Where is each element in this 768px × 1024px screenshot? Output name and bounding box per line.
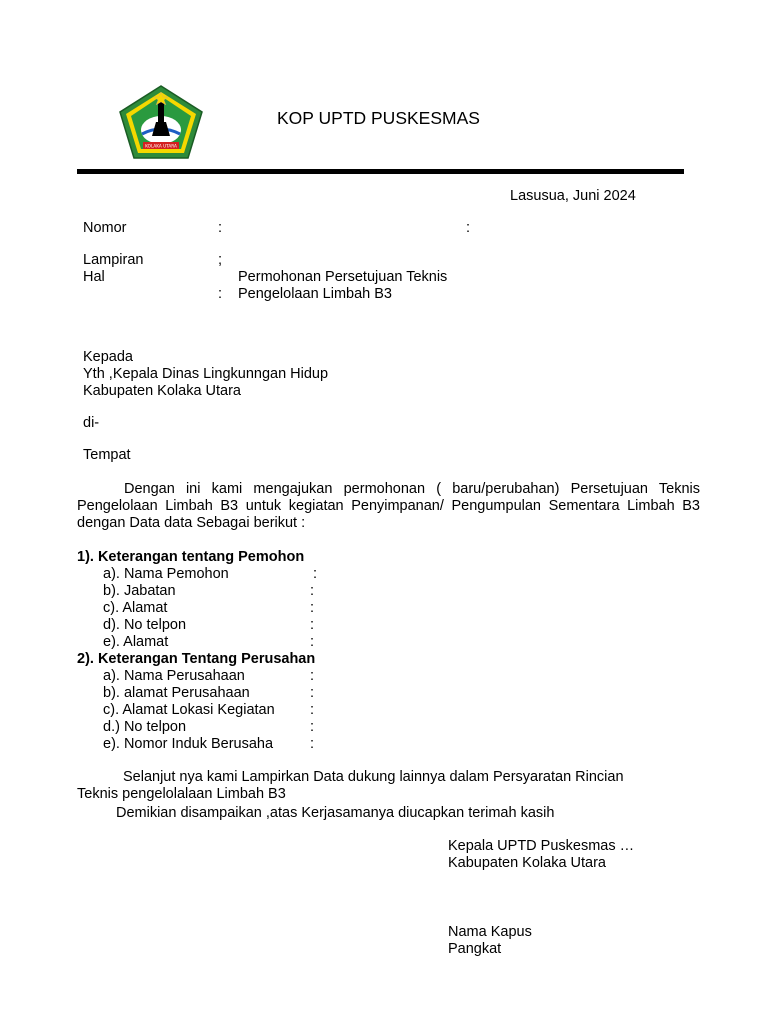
recipient-di: di-	[83, 415, 100, 431]
section2-item-sep: :	[310, 702, 315, 718]
recipient-kepada: Kepada	[83, 349, 133, 365]
recipient-region: Kabupaten Kolaka Utara	[83, 383, 241, 399]
recipient-tempat: Tempat	[83, 447, 131, 463]
section1-item-sep: :	[313, 566, 318, 582]
hal-separator: :	[218, 286, 223, 302]
lampiran-label: Lampiran	[83, 252, 144, 268]
nomor-label: Nomor	[83, 220, 127, 236]
section2-item-label: b). alamat Perusahaan	[103, 685, 250, 701]
signature-title: Kepala UPTD Puskesmas …	[448, 838, 635, 854]
logo-text: KOLAKA UTARA	[145, 143, 177, 149]
hal-value-line2: Pengelolaan Limbah B3	[238, 286, 392, 302]
section1-heading: 1). Keterangan tentang Pemohon	[77, 549, 305, 565]
section2-item-sep: :	[310, 736, 315, 752]
signature-rank: Pangkat	[448, 941, 502, 957]
section2-item-label: d.) No telpon	[103, 719, 187, 735]
intro-paragraph: Dengan ini kami mengajukan permohonan ( baru/perubahan) Persetujuan Teknis Pengelolaan Limbah B3 untuk kegiatan Penyimpanan/ Pengumpulan Sementara Limbah B3 dengan Data data Sebagai berikut :	[77, 481, 700, 531]
section1-item-label: d). No telpon	[103, 617, 187, 633]
section2-item-label: c). Alamat Lokasi Kegiatan	[103, 702, 275, 718]
signature-name: Nama Kapus	[448, 924, 532, 940]
section2-heading: 2). Keterangan Tentang Perusahan	[77, 651, 316, 667]
section1-item-sep: :	[310, 583, 315, 599]
place-date: Lasusua, Juni 2024	[510, 188, 636, 204]
section1-item-label: c). Alamat	[103, 600, 168, 616]
nomor-separator: :	[218, 220, 223, 236]
section2-item-sep: :	[310, 685, 315, 701]
recipient-name: Yth ,Kepala Dinas Lingkunngan Hidup	[83, 366, 329, 382]
lampiran-separator: ;	[218, 252, 223, 268]
signature-region: Kabupaten Kolaka Utara	[448, 855, 606, 871]
section1-item-sep: :	[310, 617, 315, 633]
section2-item-label: e). Nomor Induk Berusaha	[103, 736, 274, 752]
section1-item-label: e). Alamat	[103, 634, 169, 650]
kolaka-utara-emblem	[118, 84, 204, 160]
letterhead-title: KOP UPTD PUSKESMAS	[277, 108, 480, 128]
section1-item-sep: :	[310, 634, 315, 650]
section1-item-sep: :	[310, 600, 315, 616]
section1-item-label: a). Nama Pemohon	[103, 566, 229, 582]
closing-paragraph: Selanjut nya kami Lampirkan Data dukung lainnya dalam Persyaratan Rincian Teknis pengelolalaan Limbah B3	[77, 769, 624, 802]
closing-thanks: Demikian disampaikan ,atas Kerjasamanya diucapkan terimah kasih	[116, 805, 555, 821]
section2-item-sep: :	[310, 719, 315, 735]
letterhead-divider	[77, 169, 684, 174]
section1-item-label: b). Jabatan	[103, 583, 176, 599]
section2-item-label: a). Nama Perusahaan	[103, 668, 245, 684]
hal-value-line1: Permohonan Persetujuan Teknis	[238, 269, 448, 285]
hal-label: Hal	[83, 269, 105, 285]
nomor-separator-right: :	[466, 220, 471, 236]
section2-item-sep: :	[310, 668, 315, 684]
